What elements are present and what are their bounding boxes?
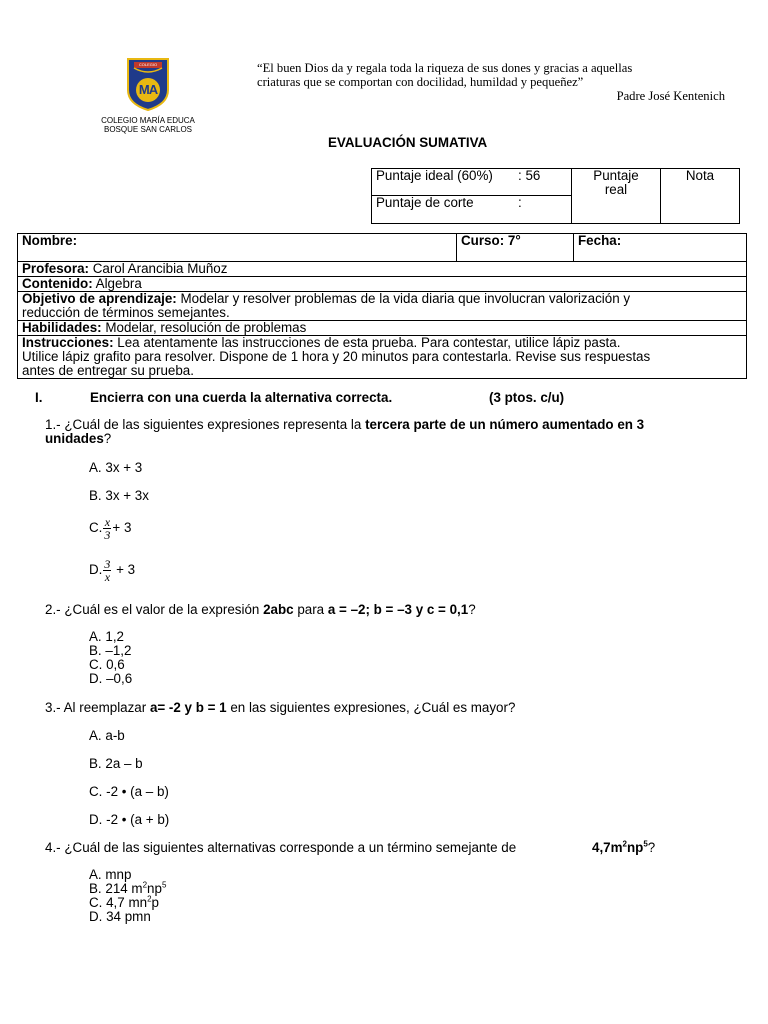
quote-line1: “El buen Dios da y regala toda la riqueza de sus dones y gracias a aquellas — [257, 61, 633, 75]
contenido-label: Contenido: — [22, 276, 93, 291]
contenido-row — [18, 277, 747, 292]
cut-score-label: Puntaje de corte — [372, 196, 515, 224]
grade-label: Nota — [685, 168, 715, 183]
q4-sup2: 5 — [643, 839, 648, 849]
q3-option-a[interactable]: A. a-b — [89, 728, 125, 743]
instrucciones-row — [18, 336, 747, 379]
question-1 — [45, 418, 735, 446]
student-info-table — [17, 233, 747, 379]
question-2 — [45, 602, 476, 617]
q1-bold-1: tercera parte de un número aumentado en 3 — [365, 417, 645, 432]
q4-option-b[interactable] — [89, 882, 166, 896]
section-points: (3 ptos. c/u) — [489, 390, 565, 405]
question-4-term — [592, 840, 655, 855]
q4-b-mid: np — [147, 881, 162, 896]
q1-option-a[interactable]: A. 3x + 3 — [89, 460, 143, 475]
q4-option-a[interactable]: A. mnp — [89, 867, 132, 882]
q1-option-c[interactable] — [89, 516, 131, 541]
q2-option-c[interactable]: C. 0,6 — [89, 657, 125, 672]
q1-c-rest: + 3 — [112, 520, 132, 536]
habilidades-value: Modelar, resolución de problemas — [101, 320, 307, 335]
habilidades-label: Habilidades: — [22, 320, 102, 335]
instrucciones-value-3: antes de entregar su prueba. — [22, 363, 194, 378]
q1-option-b[interactable]: B. 3x + 3x — [89, 488, 149, 503]
q2-values: a = –2; b = –3 y c = 0,1 — [327, 602, 469, 617]
real-score-cell — [572, 169, 661, 224]
question-4-prefix: 4.- ¿Cuál de las siguientes alternativas corresponde a un término semejante de — [45, 840, 517, 855]
curso-field[interactable]: Curso: 7° — [457, 234, 574, 262]
instrucciones-value-1: Lea atentamente las instrucciones de esta prueba. Para contestar, utilice lápiz pasta. — [113, 335, 621, 350]
q4-b-sup1: 2 — [142, 880, 148, 890]
q2-option-d[interactable]: D. –0,6 — [89, 671, 133, 686]
ideal-score-value: : 56 — [514, 169, 572, 196]
q2-expression: 2abc — [263, 602, 294, 617]
q3-prefix: 3.- Al reemplazar — [45, 700, 150, 715]
objetivo-label: Objetivo de aprendizaje: — [22, 291, 177, 306]
logo-top-text: COLEGIO — [138, 62, 158, 67]
q4-options — [89, 868, 166, 924]
q4-sup1: 2 — [622, 839, 627, 849]
section-title: Encierra con una cuerda la alternativa correcta. — [90, 390, 393, 405]
q3-values: a= -2 y b = 1 — [149, 700, 227, 715]
objetivo-value-2: reducción de términos semejantes. — [22, 305, 230, 320]
q1-c-numerator: x — [104, 515, 111, 529]
quote — [257, 61, 727, 103]
fecha-field[interactable]: Fecha: — [574, 234, 747, 262]
quote-author: Padre José Kentenich — [616, 89, 725, 103]
q2-suffix: ? — [468, 602, 476, 617]
q3-option-b[interactable]: B. 2a – b — [89, 756, 143, 771]
cut-score-value: : — [514, 196, 572, 224]
q1-c-denominator: 3 — [104, 528, 111, 542]
contenido-value: Algebra — [92, 276, 142, 291]
school-name — [80, 116, 216, 134]
real-score-label-2: real — [604, 182, 628, 197]
q2-prefix: 2.- ¿Cuál es el valor de la expresión — [45, 602, 264, 617]
q1-d-rest: + 3 — [116, 562, 136, 578]
q2-option-a[interactable]: A. 1,2 — [89, 629, 124, 644]
q4-coef: 4,7m — [592, 840, 623, 855]
nombre-field[interactable]: Nombre: — [18, 234, 457, 262]
q2-options — [89, 630, 132, 686]
quote-line2: criaturas que se comportan con docilidad, humildad y pequeñez” — [257, 75, 584, 89]
q1-d-label: D. — [89, 562, 103, 578]
q1-c-fraction — [103, 516, 111, 541]
page-title: EVALUACIÓN SUMATIVA — [328, 135, 488, 150]
profesora-label: Profesora: — [22, 261, 89, 276]
q2-mid: para — [293, 602, 328, 617]
q1-prefix: 1.- ¿Cuál de las siguientes expresiones representa la — [45, 417, 366, 432]
q4-c-post: p — [151, 895, 159, 910]
objetivo-value-1: Modelar y resolver problemas de la vida diaria que involucran valorización y — [176, 291, 631, 306]
school-name-line1: COLEGIO MARÍA EDUCA — [101, 116, 195, 125]
logo-letters: MA — [138, 82, 158, 97]
q4-c-sup: 2 — [147, 894, 152, 904]
q4-suffix: ? — [647, 840, 656, 855]
q4-mid: np — [626, 840, 644, 855]
q4-option-d[interactable]: D. 34 pmn — [89, 909, 151, 924]
profesora-value: Carol Arancibia Muñoz — [88, 261, 228, 276]
habilidades-row — [18, 321, 747, 336]
grade-cell — [661, 169, 740, 224]
q4-option-c[interactable] — [89, 896, 166, 910]
question-3 — [45, 700, 515, 715]
score-table — [371, 168, 740, 224]
q2-option-b[interactable]: B. –1,2 — [89, 643, 132, 658]
q3-option-d[interactable]: D. -2 • (a + b) — [89, 812, 170, 827]
q4-b-sup2: 5 — [161, 880, 167, 890]
q1-d-denominator: x — [104, 570, 111, 584]
ideal-score-label: Puntaje ideal (60%) — [372, 169, 515, 196]
real-score-label-1: Puntaje — [593, 168, 639, 183]
q1-bold-2: unidades — [45, 431, 104, 446]
q4-c-pre: C. 4,7 mn — [89, 895, 148, 910]
instrucciones-value-2: Utilice lápiz grafito para resolver. Dispone de 1 hora y 20 minutos para contestarla. Revise sus respuestas — [22, 349, 651, 364]
q3-option-c[interactable]: C. -2 • (a – b) — [89, 784, 169, 799]
profesora-row — [18, 262, 747, 277]
q3-suffix: en las siguientes expresiones, ¿Cuál es mayor? — [226, 700, 516, 715]
q1-c-label: C. — [89, 520, 103, 536]
section-number: I. — [35, 390, 43, 405]
q1-option-d[interactable] — [89, 558, 135, 583]
school-name-line2: BOSQUE SAN CARLOS — [103, 125, 193, 134]
instrucciones-label: Instrucciones: — [22, 335, 114, 350]
q1-suffix: ? — [103, 431, 112, 446]
objetivo-row — [18, 292, 747, 321]
q4-b-pre: B. 214 m — [89, 881, 143, 896]
q1-d-numerator: 3 — [104, 557, 111, 571]
q1-d-fraction — [103, 558, 111, 583]
